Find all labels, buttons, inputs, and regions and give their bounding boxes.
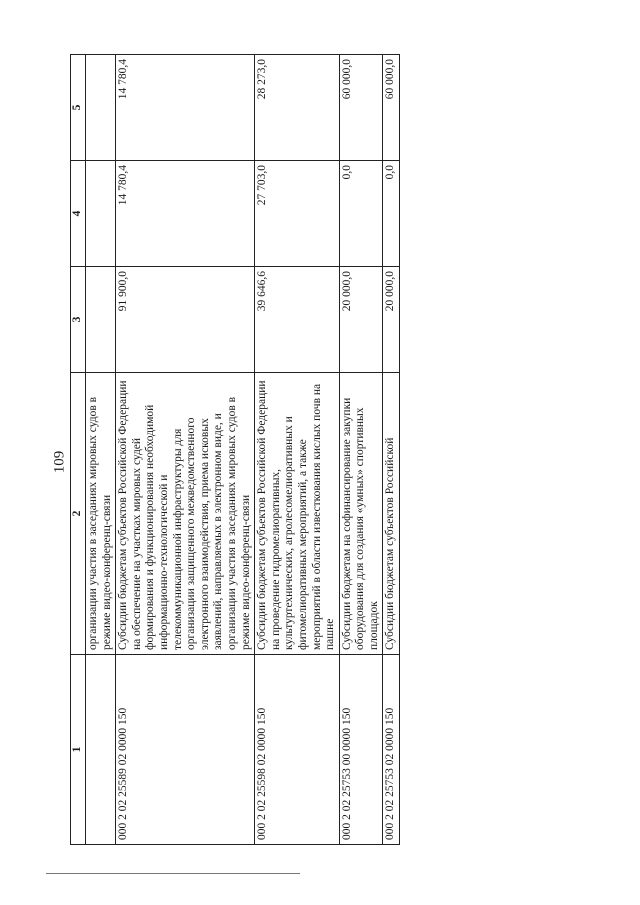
table-row (255, 55, 340, 845)
table-row (339, 55, 383, 845)
row-value-col3: 91 900,0 (116, 267, 255, 373)
header-col-3: 3 (71, 267, 86, 373)
budget-table (70, 54, 400, 845)
row-value-col3: 20 000,0 (339, 267, 383, 373)
row-name: Субсидии бюджетам субъектов Российской Федерации на проведение гидромелиоративных, культуртехнических, агролесомелиоративных и фитомелиоративных мероприятий, а также мероприятий в области известкования кислых почв на пашне (255, 373, 340, 655)
row-value-col4: 27 703,0 (255, 161, 340, 267)
row-code: 000 2 02 25753 02 0000 150 (383, 655, 400, 845)
row-name: Субсидии бюджетам на софинансирование закупки оборудования для создания «умных» спортивных площадок (339, 373, 383, 655)
row-value-col4: 0,0 (383, 161, 400, 267)
row-name: Субсидии бюджетам субъектов Российской (383, 373, 400, 655)
page-number: 109 (51, 450, 68, 474)
table-row (383, 55, 400, 845)
header-col-1: 1 (71, 655, 86, 845)
row-name: организации участия в заседаниях мировых судов в режиме видео-конференц-связи (86, 373, 116, 655)
row-value-col5: 60 000,0 (339, 55, 383, 161)
header-col-4: 4 (71, 161, 86, 267)
row-value-col4: 14 780,4 (116, 161, 255, 267)
row-code: 000 2 02 25589 02 0000 150 (116, 655, 255, 845)
row-code (86, 655, 116, 845)
table-row (86, 55, 116, 845)
row-value-col3: 39 646,6 (255, 267, 340, 373)
rotated-table-container (70, 45, 575, 855)
row-value-col3: 20 000,0 (383, 267, 400, 373)
row-value-col4: 0,0 (339, 161, 383, 267)
header-col-2: 2 (71, 373, 86, 655)
footer-rule (46, 873, 300, 874)
row-value-col4 (86, 161, 116, 267)
row-value-col3 (86, 267, 116, 373)
row-value-col5: 60 000,0 (383, 55, 400, 161)
row-value-col5 (86, 55, 116, 161)
header-col-5: 5 (71, 55, 86, 161)
row-name: Субсидии бюджетам субъектов Российской Федерации на обеспечение на участках мировых судей формирования и функционирования необходимой информационно-технологической и телекоммуникационной инфраструктуры для организации защищенного межведомственного электронного взаимодействия, приема исковых заявлений, направляемых в электронном виде, и организации участия в заседаниях мировых судов в режиме видео-конференц-связи (116, 373, 255, 655)
row-code: 000 2 02 25598 02 0000 150 (255, 655, 340, 845)
table-row (116, 55, 255, 845)
row-code: 000 2 02 25753 00 0000 150 (339, 655, 383, 845)
row-value-col5: 14 780,4 (116, 55, 255, 161)
row-value-col5: 28 273,0 (255, 55, 340, 161)
header-row (71, 55, 86, 845)
